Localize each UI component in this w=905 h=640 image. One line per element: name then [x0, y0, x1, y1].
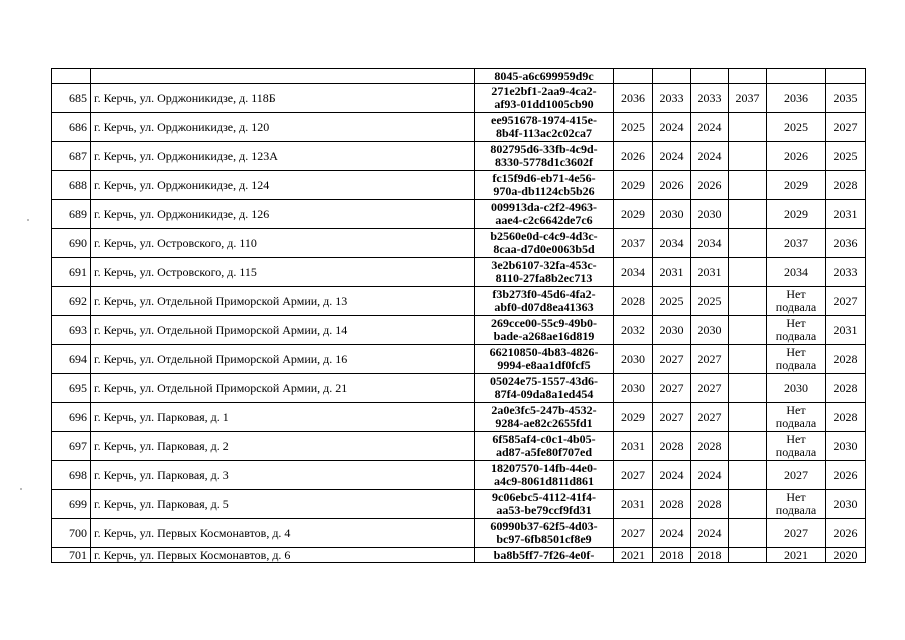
year-or-note-cell: [767, 316, 826, 345]
year-cell: 2033: [826, 258, 866, 287]
year-or-note-line: 2029: [784, 206, 808, 221]
id-line: aae4-c2c6642de7c6: [495, 213, 593, 227]
id-line: 66210850-4b83-4826-: [489, 345, 599, 359]
year-cell: 2024: [691, 461, 729, 490]
year-or-note-cell: [767, 519, 826, 548]
id-cell: 8045-a6c699959d9c: [475, 69, 614, 84]
address-cell: г. Керчь, ул. Парковая, д. 5: [91, 490, 475, 519]
table-row-partial-bottom: [52, 548, 866, 563]
year-cell: 2018: [691, 548, 729, 563]
year-cell: [729, 142, 767, 171]
table-row: [52, 345, 866, 374]
id-cell: [475, 171, 614, 200]
year-or-note-cell: [767, 258, 826, 287]
id-cell: [475, 345, 614, 374]
table-row: [52, 403, 866, 432]
year-or-note-line: Нет: [786, 316, 806, 330]
year-or-note-line: 2027: [784, 467, 808, 482]
year-cell: 2030: [653, 316, 691, 345]
year-cell: 2031: [691, 258, 729, 287]
row-number: 688: [52, 171, 91, 200]
year-cell: 2027: [691, 403, 729, 432]
year-or-note-cell: [767, 84, 826, 113]
id-cell: [475, 461, 614, 490]
address-cell: г. Керчь, ул. Островского, д. 110: [91, 229, 475, 258]
year-cell: 2028: [691, 432, 729, 461]
row-number: 696: [52, 403, 91, 432]
year-cell: 2034: [614, 258, 653, 287]
address-cell: г. Керчь, ул. Отдельной Приморской Армии, д. 16: [91, 345, 475, 374]
year-cell: 2027: [614, 519, 653, 548]
address-cell: г. Керчь, ул. Орджоникидзе, д. 123А: [91, 142, 475, 171]
id-line: f3b273f0-45d6-4fa2-: [492, 287, 596, 301]
id-line: 9994-e8aa1df0fcf5: [497, 358, 591, 372]
address-cell: г. Керчь, ул. Орджоникидзе, д. 124: [91, 171, 475, 200]
id-line: 9284-ae82c2655fd1: [495, 416, 593, 430]
address-cell: г. Керчь, ул. Орджоникидзе, д. 120: [91, 113, 475, 142]
year-cell: 2028: [691, 490, 729, 519]
id-cell: [475, 519, 614, 548]
year-or-note-line: 2030: [784, 380, 808, 395]
id-line: 271e2bf1-2aa9-4ca2-: [491, 84, 597, 98]
year-or-note-line: Нет: [786, 403, 806, 417]
row-number: 689: [52, 200, 91, 229]
year-cell: [767, 69, 826, 84]
year-cell: 2028: [653, 432, 691, 461]
year-cell: 2029: [614, 171, 653, 200]
year-cell: 2025: [653, 287, 691, 316]
year-cell: 2027: [691, 374, 729, 403]
year-cell: 2034: [691, 229, 729, 258]
year-cell: 2026: [653, 171, 691, 200]
year-cell: 2035: [826, 84, 866, 113]
id-line: 8b4f-113ac2c02ca7: [496, 126, 592, 140]
year-or-note-line: Нет: [786, 490, 806, 504]
address-cell: г. Керчь, ул. Первых Космонавтов, д. 4: [91, 519, 475, 548]
scan-speck: [27, 219, 29, 221]
year-cell: 2025: [614, 113, 653, 142]
year-or-note-line: подвала: [775, 358, 817, 372]
year-cell: 2030: [614, 374, 653, 403]
id-line: 6f585af4-c0c1-4b05-: [492, 432, 596, 446]
year-cell: 2021: [614, 548, 653, 563]
id-line: 802795d6-33fb-4c9d-: [490, 142, 598, 156]
year-cell: [614, 69, 653, 84]
table-body: [52, 69, 866, 563]
id-line: bc97-6fb8501cf8e9: [496, 532, 592, 546]
id-line: 18207570-14fb-44e0-: [491, 461, 597, 475]
year-cell: 2026: [614, 142, 653, 171]
table-row: [52, 142, 866, 171]
year-cell: 2036: [614, 84, 653, 113]
year-or-note-line: 2026: [784, 148, 808, 163]
year-cell: 2031: [826, 316, 866, 345]
year-cell: [653, 69, 691, 84]
id-line: 87f4-09da8a1ed454: [494, 387, 594, 401]
year-cell: 2030: [826, 490, 866, 519]
id-line: 269cce00-55c9-49b0-: [491, 316, 597, 330]
year-cell: 2036: [826, 229, 866, 258]
address-cell: г. Керчь, ул. Отдельной Приморской Армии, д. 21: [91, 374, 475, 403]
year-or-note-line: Нет: [786, 345, 806, 359]
year-cell: [729, 287, 767, 316]
year-cell: 2024: [691, 142, 729, 171]
year-cell: 2031: [614, 432, 653, 461]
year-cell: 2033: [653, 84, 691, 113]
table-row: [52, 171, 866, 200]
year-or-note-line: Нет: [786, 432, 806, 446]
year-or-note-line: Нет: [786, 287, 806, 301]
address-cell: г. Керчь, ул. Парковая, д. 2: [91, 432, 475, 461]
year-cell: 2029: [614, 403, 653, 432]
id-cell: [475, 113, 614, 142]
id-line: 9c06ebc5-4112-41f4-: [492, 490, 596, 504]
year-cell: [729, 200, 767, 229]
row-number: 685: [52, 84, 91, 113]
year-cell: 2020: [826, 548, 866, 563]
year-cell: [729, 403, 767, 432]
row-number: 691: [52, 258, 91, 287]
table-row: [52, 432, 866, 461]
year-cell: 2031: [614, 490, 653, 519]
year-or-note-cell: [767, 171, 826, 200]
year-cell: 2028: [614, 287, 653, 316]
id-cell: [475, 258, 614, 287]
year-cell: 2026: [826, 519, 866, 548]
id-cell: ba8b5ff7-7f26-4e0f-: [475, 548, 614, 563]
id-cell: [475, 403, 614, 432]
year-cell: 2027: [614, 461, 653, 490]
id-line: 8caa-d7d0e0063b5d: [493, 242, 595, 256]
year-cell: 2026: [826, 461, 866, 490]
year-cell: 2033: [691, 84, 729, 113]
year-cell: 2024: [691, 519, 729, 548]
year-cell: [729, 316, 767, 345]
id-cell: [475, 432, 614, 461]
year-or-note-cell: [767, 461, 826, 490]
year-or-note-line: подвала: [775, 300, 817, 314]
table-row: [52, 316, 866, 345]
id-cell: [475, 316, 614, 345]
table-row: [52, 200, 866, 229]
id-cell: [475, 287, 614, 316]
year-cell: 2024: [653, 142, 691, 171]
year-cell: [729, 490, 767, 519]
year-or-note-line: 2037: [784, 235, 808, 250]
year-cell: 2029: [614, 200, 653, 229]
address-cell: г. Керчь, ул. Отдельной Приморской Армии, д. 13: [91, 287, 475, 316]
year-cell: 2025: [826, 142, 866, 171]
id-line: ad87-a5fe80f707ed: [496, 445, 592, 459]
scan-speck: [20, 488, 22, 490]
year-or-note-line: подвала: [775, 445, 817, 459]
id-cell: [475, 142, 614, 171]
address-cell: г. Керчь, ул. Орджоникидзе, д. 118Б: [91, 84, 475, 113]
year-cell: 2031: [653, 258, 691, 287]
year-cell: [729, 229, 767, 258]
id-cell: [475, 84, 614, 113]
row-number: 690: [52, 229, 91, 258]
address-cell: г. Керчь, ул. Парковая, д. 3: [91, 461, 475, 490]
year-or-note-cell: [767, 345, 826, 374]
id-line: 8110-27fa8b2ec713: [495, 271, 593, 285]
year-cell: [691, 69, 729, 84]
row-number: 700: [52, 519, 91, 548]
year-cell: 2037: [614, 229, 653, 258]
table-row: [52, 229, 866, 258]
year-cell: [729, 432, 767, 461]
id-line: 3e2b6107-32fa-453c-: [491, 258, 597, 272]
year-cell: 2030: [826, 432, 866, 461]
year-cell: 2030: [691, 316, 729, 345]
row-number: 687: [52, 142, 91, 171]
id-line: abf0-d07d8ea41363: [494, 300, 594, 314]
year-cell: [729, 548, 767, 563]
row-number: 697: [52, 432, 91, 461]
address-cell: [91, 69, 475, 84]
year-cell: [729, 113, 767, 142]
year-cell: 2027: [653, 403, 691, 432]
year-or-note-cell: [767, 287, 826, 316]
year-cell: [729, 69, 767, 84]
row-number: 686: [52, 113, 91, 142]
year-cell: [729, 374, 767, 403]
year-or-note-line: 2027: [784, 525, 808, 540]
row-number: 694: [52, 345, 91, 374]
table-row: [52, 84, 866, 113]
id-line: fc15f9d6-eb71-4e56-: [492, 171, 596, 185]
table-row: [52, 490, 866, 519]
year-cell: 2028: [826, 403, 866, 432]
year-cell: 2037: [729, 84, 767, 113]
id-line: 2a0e3fc5-247b-4532-: [491, 403, 597, 417]
year-cell: 2032: [614, 316, 653, 345]
year-or-note-cell: [767, 490, 826, 519]
id-line: 8330-5778d1c3602f: [495, 155, 593, 169]
year-cell: 2026: [691, 171, 729, 200]
row-number: 695: [52, 374, 91, 403]
year-cell: [729, 461, 767, 490]
id-line: 60990b37-62f5-4d03-: [490, 519, 598, 533]
year-cell: 2024: [653, 519, 691, 548]
id-line: ee951678-1974-415e-: [491, 113, 597, 127]
year-or-note-line: 2029: [784, 177, 808, 192]
year-or-note-cell: [767, 113, 826, 142]
year-or-note-line: подвала: [775, 329, 817, 343]
year-cell: 2025: [691, 287, 729, 316]
id-line: 009913da-c2f2-4963-: [491, 200, 597, 214]
id-line: 970a-db1124cb5b26: [493, 184, 595, 198]
year-cell: 2028: [653, 490, 691, 519]
id-cell: [475, 200, 614, 229]
year-or-note-line: 2036: [784, 90, 808, 105]
year-cell: [729, 519, 767, 548]
id-line: 05024e75-1557-43d6-: [490, 374, 598, 388]
id-line: af93-01dd1005cb90: [494, 97, 594, 111]
year-or-note-line: подвала: [775, 416, 817, 430]
year-cell: 2021: [767, 548, 826, 563]
year-cell: 2027: [826, 113, 866, 142]
year-cell: 2024: [691, 113, 729, 142]
year-cell: [729, 345, 767, 374]
year-or-note-line: 2025: [784, 119, 808, 134]
year-cell: 2031: [826, 200, 866, 229]
table-row: [52, 113, 866, 142]
id-line: a4c9-8061d811d861: [493, 474, 594, 488]
address-cell: г. Керчь, ул. Парковая, д. 1: [91, 403, 475, 432]
year-or-note-cell: [767, 432, 826, 461]
housing-registry-table: [51, 68, 866, 563]
year-cell: 2028: [826, 345, 866, 374]
year-cell: 2030: [691, 200, 729, 229]
row-number: [52, 69, 91, 84]
year-cell: [826, 69, 866, 84]
year-cell: 2030: [614, 345, 653, 374]
year-cell: 2028: [826, 171, 866, 200]
row-number: 699: [52, 490, 91, 519]
table-row: [52, 258, 866, 287]
year-cell: 2034: [653, 229, 691, 258]
year-cell: [729, 171, 767, 200]
table-row: [52, 461, 866, 490]
table-row: [52, 519, 866, 548]
year-or-note-cell: [767, 142, 826, 171]
year-cell: 2024: [653, 461, 691, 490]
year-or-note-line: 2034: [784, 264, 808, 279]
address-cell: г. Керчь, ул. Орджоникидзе, д. 126: [91, 200, 475, 229]
table-row-partial-top: [52, 69, 866, 84]
id-cell: [475, 374, 614, 403]
row-number: 692: [52, 287, 91, 316]
year-or-note-cell: [767, 374, 826, 403]
table-row: [52, 287, 866, 316]
table-row: [52, 374, 866, 403]
id-line: bade-a268ae16d819: [493, 329, 595, 343]
year-or-note-cell: [767, 200, 826, 229]
id-cell: [475, 490, 614, 519]
id-cell: [475, 229, 614, 258]
address-cell: г. Керчь, ул. Островского, д. 115: [91, 258, 475, 287]
year-cell: 2028: [826, 374, 866, 403]
row-number: 693: [52, 316, 91, 345]
year-or-note-line: подвала: [775, 503, 817, 517]
year-or-note-cell: [767, 403, 826, 432]
year-cell: 2027: [653, 345, 691, 374]
year-cell: 2024: [653, 113, 691, 142]
year-cell: 2030: [653, 200, 691, 229]
id-line: b2560e0d-c4c9-4d3c-: [490, 229, 598, 243]
address-cell: г. Керчь, ул. Первых Космонавтов, д. 6: [91, 548, 475, 563]
year-cell: 2027: [826, 287, 866, 316]
row-number: 698: [52, 461, 91, 490]
row-number: 701: [52, 548, 91, 563]
year-cell: [729, 258, 767, 287]
address-cell: г. Керчь, ул. Отдельной Приморской Армии, д. 14: [91, 316, 475, 345]
year-cell: 2018: [653, 548, 691, 563]
document-page: [51, 68, 865, 563]
year-cell: 2027: [653, 374, 691, 403]
year-cell: 2027: [691, 345, 729, 374]
year-or-note-cell: [767, 229, 826, 258]
id-line: aa53-be79ccf9fd31: [496, 503, 592, 517]
